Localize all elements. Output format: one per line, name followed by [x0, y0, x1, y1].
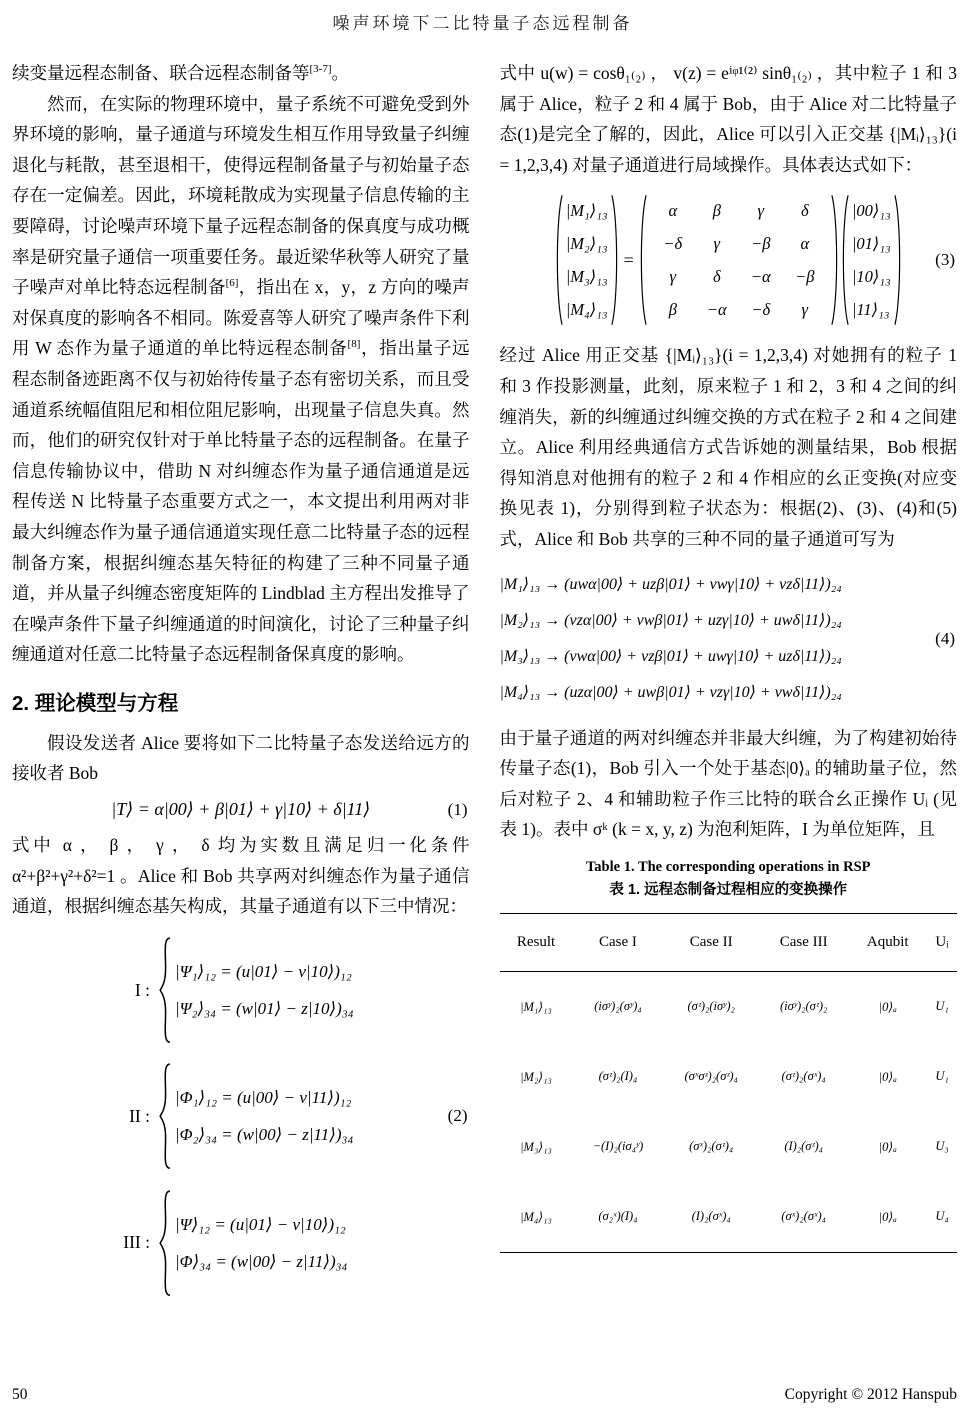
equation-number: (3) [935, 250, 955, 270]
equation-line: |M₄⟩₁₃ → (uzα|00⟩ + uwβ|01⟩ + vzγ|10⟩ + vwδ|11⟩)₂₄ [499, 683, 842, 701]
table-cell: |0⟩ₐ [878, 999, 897, 1014]
table-cell: (σˣ)₂(σˣ)₄ [781, 1209, 827, 1224]
matrix-cell: −α [750, 267, 771, 287]
table-row [500, 1182, 958, 1253]
equation-line: |M₂⟩₁₃ → (vzα|00⟩ + vwβ|01⟩ + uzγ|10⟩ + uwδ|11⟩)₂₄ [499, 611, 842, 629]
table-cell: (I)₂(σˣ)₄ [691, 1209, 731, 1224]
equation-line: |Ψ₂⟩₃₄ = (w|01⟩ − z|10⟩)₃₄ [175, 999, 354, 1018]
brace-icon [158, 936, 171, 1044]
table-row [500, 1112, 958, 1182]
equation-2 [12, 936, 470, 1297]
matrix-cell: δ [712, 267, 721, 287]
vector-entry: |01⟩₁₃ [851, 234, 891, 254]
case-lines [175, 1079, 353, 1153]
table-header-row [500, 913, 958, 971]
table-cell: (σ₂ˣ)(I)₄ [598, 1209, 638, 1224]
vector-entry: |M₃⟩₁₃ [565, 267, 608, 287]
section-heading: 2. 理论模型与方程 [12, 691, 179, 715]
right-paren-icon [611, 194, 620, 326]
table-cell: (σᶻ)₂(σˣ)₄ [781, 1069, 826, 1084]
matrix-cell: −δ [751, 300, 771, 320]
table-cell: |M₃⟩₁₃ [520, 1139, 552, 1154]
paragraph [12, 58, 470, 89]
table-caption-en: Table 1. The corresponding operations in RSP [585, 858, 871, 875]
case-label: I : [134, 979, 150, 1000]
paragraph: 由于量子通道的两对纠缠态并非最大纠缠，为了构建初始待传量子态(1)，Bob 引入一个处于基态|0⟩ₐ 的辅助量子位，然后对粒子 2、4 和辅助粒子作三比特的联合幺正操作 Uᵢ (见表 1)。表中 σᵏ (k = x, y, z) 为泡利矩阵，I 为单位矩阵，且 [499, 727, 957, 840]
equation-line: |Ψ⟩₁₂ = (u|01⟩ − v|10⟩)₁₂ [175, 1214, 346, 1234]
equation-4 [500, 567, 958, 711]
table-1 [500, 859, 958, 1253]
body-text: 然而，在实际的物理环境中，量子系统不可避免受到外界环境的影响，量子通道与环境发生相互作用导致量子纠缠退化与耗散，甚至退相干，使得远程制备量子与初始量子态存在一定偏差。因此，环境耗散成为实现量子信息传输的主要障碍，讨论噪声环境下量子远程态制备的保真度与成功概率是研究量子通信一项重要任务。最近梁华秋等人研究了量子噪声对单比特态远程制备 [12, 93, 470, 298]
paragraph: 经过 Alice 用正交基 {|Mᵢ⟩₁₃}(i = 1,2,3,4) 对她拥有的粒子 1 和 3 作投影测量，此刻，原来粒子 1 和 2，3 和 4 之间的纠缠消失，新的纠缠通过纠缠交换的方式在粒子 2 和 4 之间建立。Alice 利用经典通信方式告诉她的测量结果，Bob 根据得知消息对他拥有的粒子 2 和 4 作相应的幺正变换(对应变换见表 1)，分别得到粒子状态为：根据(2)、(3)、(4)和(5)式，Alice 和 Bob 共享的三种不同的量子通道可写为 [499, 345, 957, 549]
table-cell: |0⟩ₐ [878, 1139, 897, 1154]
table-cell: |0⟩ₐ [878, 1069, 897, 1084]
left-paren-icon [840, 194, 849, 326]
table-cell: (σᶻ)₂(I)₄ [598, 1069, 638, 1084]
brace-icon [158, 1062, 171, 1170]
body-text: 。 [331, 63, 349, 83]
table-cell: U₁ [935, 1069, 949, 1084]
case-lines [175, 953, 354, 1027]
left-paren-icon [638, 194, 647, 326]
equation-number: (2) [447, 1106, 468, 1126]
table-cell: (σᶻ)₂(iσʸ)₂ [687, 999, 735, 1014]
table-cell: (iσʸ)₂(σᶻ)₂ [779, 999, 828, 1014]
equation-body: |T⟩ = α|00⟩ + β|01⟩ + γ|10⟩ + δ|11⟩ [111, 799, 371, 820]
table-cell: U₁ [935, 999, 949, 1014]
equation-line: |Ψ₁⟩₁₂ = (u|01⟩ − v|10⟩)₁₂ [175, 962, 352, 981]
paragraph [12, 89, 470, 670]
table-header-cell: Case I [572, 913, 663, 971]
page-number: 50 [12, 1386, 28, 1403]
vector-entry: |M₄⟩₁₃ [565, 300, 608, 320]
table-cell: (σˣσᶻ)₂(σᶻ)₄ [684, 1069, 738, 1084]
equals-sign: = [623, 249, 634, 270]
table-cell: U₃ [935, 1139, 949, 1154]
right-paren-icon [831, 194, 840, 326]
ket-vector [563, 194, 611, 326]
brace-icon [158, 1189, 171, 1297]
case-label: II : [129, 1105, 150, 1126]
equation-3 [500, 194, 958, 326]
table-row [500, 1042, 958, 1112]
paragraph: 式中 u(w) = cosθ₁₍₂₎ ， v(z) = eⁱᵠ¹⁽²⁾ sinθ₁₍₂₎ ，其中粒子 1 和 3 属于 Alice，粒子 2 和 4 属于 Bob，由于 Alice 对二比特量子态(1)是完全了解的，因此，Alice 可以引入正交基 {|Mᵢ⟩₁₃}(i = 1,2,3,4) 对量子通道进行局域操作。具体表达式如下： [499, 63, 957, 175]
matrix-cell: β [712, 201, 721, 221]
paragraph: 假设发送者 Alice 要将如下二比特量子态发送给远方的接收者 Bob [12, 732, 470, 784]
citation-ref: [8] [347, 338, 361, 351]
basis-vector [849, 194, 894, 326]
table-cell: (I)₂(σᶻ)₄ [784, 1139, 824, 1154]
coefficient-matrix [647, 194, 831, 326]
page-footer [12, 1386, 957, 1404]
vector-entry: |M₁⟩₁₃ [565, 201, 608, 221]
table-cell: |M₁⟩₁₃ [520, 999, 552, 1014]
table-cell: U₄ [935, 1209, 949, 1224]
equation-case [100, 936, 470, 1044]
right-column [500, 58, 958, 1315]
right-paren-icon [894, 194, 903, 326]
table-header-cell: Result [500, 913, 573, 971]
vector-entry: |00⟩₁₃ [851, 201, 891, 221]
equation-number: (4) [935, 628, 955, 648]
citation-ref: [6] [225, 277, 239, 290]
matrix-cell: α [668, 201, 678, 221]
matrix-cell: γ [713, 234, 721, 254]
table-header-cell: Case III [759, 913, 848, 971]
matrix-cell: −β [751, 234, 771, 254]
body-text: 续变量远程态制备、联合远程态制备等 [12, 63, 310, 83]
operations-table [500, 913, 958, 1253]
table-header-cell: Uᵢ [927, 913, 957, 971]
body-text: ，指出在 x，y，z 方向的噪声对保真度的影响各不相同。陈爱喜等人研究了噪声条件下利用 W 态作为量子通道的单比特远程态制备 [12, 277, 470, 359]
case-label: III : [123, 1232, 150, 1253]
equation-case [100, 1062, 470, 1170]
table-cell: (iσʸ)₂(σʸ)₄ [594, 999, 642, 1014]
table-header-cell: Aqubit [848, 913, 927, 971]
table-cell: |0⟩ₐ [878, 1209, 897, 1224]
vector-entry: |11⟩₁₃ [851, 300, 890, 320]
matrix-cell: −β [795, 267, 815, 287]
table-cell: −(I)₂(iσ₄ʸ) [592, 1139, 644, 1154]
matrix-cell: γ [801, 300, 809, 320]
equation-line: |M₁⟩₁₃ → (uwα|00⟩ + uzβ|01⟩ + vwγ|10⟩ + vzδ|11⟩)₂₄ [499, 575, 842, 593]
equation-line: |Φ₂⟩₃₄ = (w|00⟩ − z|11⟩)₃₄ [175, 1125, 354, 1145]
citation-ref: [3-7] [309, 63, 332, 76]
matrix-cell: −α [706, 300, 727, 320]
copyright-text: Copyright © 2012 Hanspub [784, 1386, 957, 1403]
body-text: ，指出量子远程态制备迹距离不仅与初始待传量子态有密切关系，而且受通道系统幅值阻尼和相位阻尼影响，出现量子信息失真。然而，他们的研究仅针对于单比特量子态的远程制备。在量子信息传输协议中，借助 N 对纠缠态作为量子通信通道是远程传送 N 比特量子态重要方式之一，本文提出利用两对非最大纠缠态作为量子通信通道实现任意二比特量子态的远程制备方案，根据纠缠态基矢特征的构建了三种不同量子通道，并从量子纠缠态密度矩阵的 Lindblad 主方程出发推导了在噪声条件下量子纠缠通道的时间演化，讨论了三种量子纠缠通道对任意二比特量子态远程制备保真度的影响。 [12, 338, 470, 665]
table-caption-cn: 表 1. 远程态制备过程相应的变换操作 [609, 881, 848, 898]
left-paren-icon [554, 194, 563, 326]
left-column [12, 58, 470, 1315]
equation-line: |Φ₁⟩₁₂ = (u|00⟩ − v|11⟩)₁₂ [175, 1088, 352, 1108]
equation-1 [12, 799, 470, 820]
equation-line: |Φ⟩₃₄ = (w|00⟩ − z|11⟩)₃₄ [175, 1251, 348, 1271]
table-cell: |M₂⟩₁₃ [520, 1069, 552, 1084]
table-cell: |M₄⟩₁₃ [520, 1209, 552, 1224]
matrix-cell: δ [800, 201, 809, 221]
case-lines [175, 1206, 347, 1280]
equation-line: |M₃⟩₁₃ → (vwα|00⟩ + vzβ|01⟩ + uwγ|10⟩ + uzδ|11⟩)₂₄ [499, 647, 842, 665]
matrix-cell: α [800, 234, 810, 254]
table-row [500, 971, 958, 1042]
matrix-cell: γ [757, 201, 765, 221]
vector-entry: |10⟩₁₃ [851, 267, 891, 287]
vector-entry: |M₂⟩₁₃ [565, 234, 608, 254]
table-header-cell: Case II [663, 913, 759, 971]
matrix-cell: β [668, 300, 677, 320]
paragraph: 式中 α ， β ， γ ， δ 均为实数且满足归一化条件 α²+β²+γ²+δ²=1 。Alice 和 Bob 共享两对纠缠态作为量子通信通道，根据纠缠态基矢构成，其量子通道有以下三中情况： [12, 835, 470, 917]
table-cell: (σˣ)₂(σᶻ)₄ [689, 1139, 734, 1154]
equation-number: (1) [447, 799, 468, 819]
equation-case [100, 1189, 470, 1297]
two-column-layout [0, 34, 965, 1315]
matrix-cell: γ [669, 267, 677, 287]
matrix-cell: −δ [663, 234, 683, 254]
page-title: 噪声环境下二比特量子态远程制备 [332, 14, 633, 33]
